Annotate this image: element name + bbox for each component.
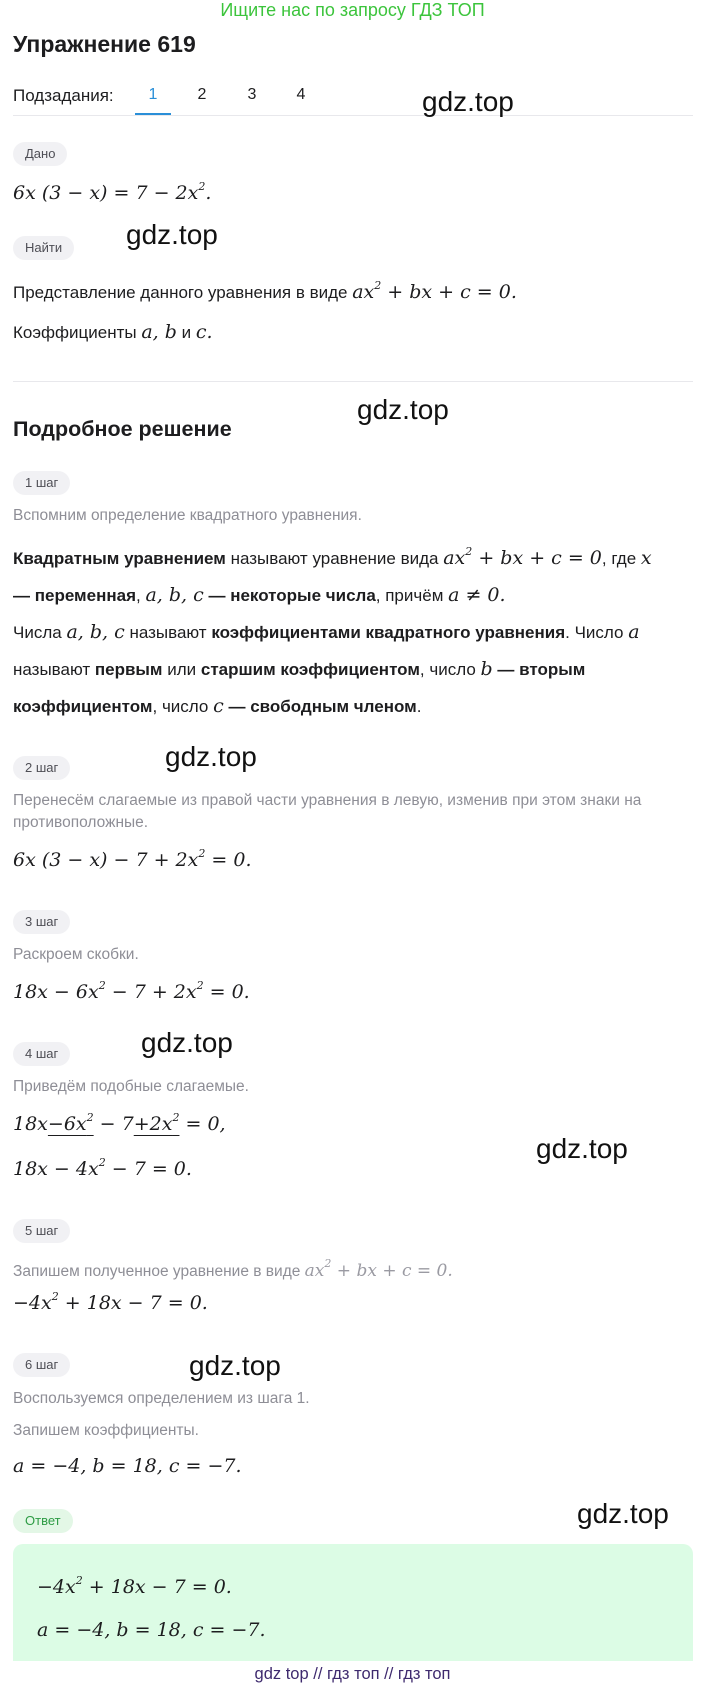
subtasks-label: Подзадания: [13, 86, 114, 105]
watermark: gdz.top [577, 1498, 669, 1529]
answer-box [13, 1544, 693, 1662]
step-1-coefficients: Числа a, b, c называют коэффициентами квадратного уравнения. Число a называют первым или старшим коэффициентом, число b — вторым коэффициентом, число c — свободным членом. [13, 621, 640, 717]
footer-link-gdz-top-ru[interactable]: гдз топ [327, 1665, 380, 1683]
step-2-equation: 6x $(3 - x) - 7 + 2x^2 = 0$. [13, 847, 252, 871]
watermark: gdz.top [422, 86, 514, 117]
answer-equation-1: $-4x^2 + 18x - 7 = 0$. [37, 1574, 232, 1598]
footer-link-gdz-top[interactable]: gdz top [254, 1665, 309, 1683]
watermark: gdz.top [126, 219, 218, 250]
step-5-chip: 5 шаг [13, 1219, 70, 1243]
find-line-2: Коэффициенты a, b и c. [13, 321, 213, 343]
watermark: gdz.top [165, 741, 257, 772]
promo-banner[interactable]: Ищите нас по запросу ГДЗ ТОП [220, 0, 485, 20]
step-5-note: Запишем полученное уравнение в виде $ax^2$ + bx + c = 0. [13, 1257, 453, 1281]
step-6-note-2: Запишем коэффициенты. [13, 1422, 199, 1439]
step-3-chip: 3 шаг [13, 910, 70, 934]
given-equation: 6x $(3 - x) = 7 - 2x^2$. [13, 180, 212, 204]
solution-title: Подробное решение [13, 417, 232, 441]
tab-subtask-4[interactable]: 4 [296, 86, 306, 103]
watermark: gdz.top [189, 1350, 281, 1381]
step-6-equation: a = −4, b = 18, c = −7. [13, 1455, 242, 1477]
footer-separator: // [384, 1665, 394, 1683]
step-2-chip: 2 шаг [13, 756, 70, 780]
tab-subtask-3[interactable]: 3 [247, 86, 257, 103]
step-6-note-1: Воспользуемся определением из шага 1. [13, 1390, 310, 1407]
step-3-note: Раскроем скобки. [13, 946, 139, 963]
step-3-equation: $18x - 6x^2 - 7 + 2x^2 = 0$. [13, 979, 250, 1003]
answer-equation-2: a = −4, b = 18, c = −7. [37, 1619, 266, 1641]
footer-separator: // [313, 1665, 323, 1683]
step-4-equation-1: $18x-6x^2 - 7+2x^2 = 0$, [13, 1111, 226, 1135]
watermark: gdz.top [536, 1133, 628, 1164]
step-1-definition: Квадратным уравнением называют уравнение вида $ax^2$ + bx + c = 0, где x — переменная, a, b, c — некоторые числа, причём a ≠ 0. [13, 545, 652, 606]
page-title: Упражнение 619 [13, 31, 196, 57]
tab-subtask-1[interactable]: 1 [148, 86, 158, 103]
watermark: gdz.top [357, 394, 449, 425]
answer-chip: Ответ [13, 1509, 73, 1533]
step-5-equation: $-4x^2 + 18x - 7 = 0$. [13, 1290, 208, 1314]
step-6-chip: 6 шаг [13, 1353, 70, 1377]
step-4-chip: 4 шаг [13, 1042, 70, 1066]
watermark: gdz.top [141, 1027, 233, 1058]
find-line-1: Представление данного уравнения в виде $ax^2$ + bx + c = 0. [13, 279, 517, 303]
find-chip: Найти [13, 236, 74, 260]
tab-subtask-2[interactable]: 2 [197, 86, 207, 103]
footer-links [0, 1661, 705, 1687]
step-2-note: Перенесём слагаемые из правой части уравнения в левую, изменив при этом знаки на противоположные. [13, 792, 642, 831]
tabs-divider [13, 115, 693, 116]
section-divider [13, 381, 693, 382]
step-4-equation-2: $18x - 4x^2 - 7 = 0$. [13, 1156, 192, 1180]
footer-link-gdz-top-ru-2[interactable]: гдз топ [397, 1665, 451, 1683]
given-chip: Дано [13, 142, 67, 166]
step-1-chip: 1 шаг [13, 471, 70, 495]
step-4-note: Приведём подобные слагаемые. [13, 1078, 249, 1095]
step-1-note: Вспомним определение квадратного уравнения. [13, 507, 362, 524]
